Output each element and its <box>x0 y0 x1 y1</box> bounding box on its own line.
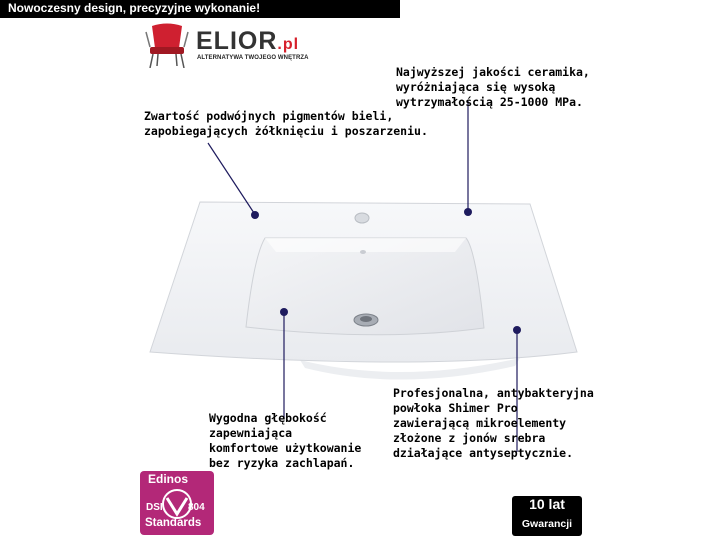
edinos-number: 804 <box>188 502 205 513</box>
warranty-years: 10 lat <box>529 496 565 512</box>
feature-note-depth: Wygodna głębokość zapewniająca komfortowe użytkowanie bez ryzyka zachlapań. <box>209 411 362 470</box>
edinos-standards-badge <box>140 471 214 535</box>
pigments-pointer-dot <box>251 211 259 219</box>
logo-tagline: ALTERNATYWA TWOJEGO WNĘTRZA <box>197 55 309 61</box>
coating-pointer-dot <box>513 326 521 334</box>
warranty-badge <box>512 496 582 536</box>
pigments-pointer-line <box>208 143 254 213</box>
edinos-standards: Standards <box>145 517 202 529</box>
ceramic-pointer-dot <box>464 208 472 216</box>
depth-pointer-dot <box>280 308 288 316</box>
logo-wordmark: ELIOR.pl <box>196 27 300 55</box>
warranty-label: Gwarancji <box>521 518 573 530</box>
banner-text: Nowoczesny design, precyzyjne wykonanie! <box>8 1 261 15</box>
feature-note-pigments: Zwartość podwójnych pigmentów bieli, zapobiegających żółknięciu i poszarzeniu. <box>144 109 428 138</box>
feature-note-coating: Profesjonalna, antybakteryjna powłoka Shimer Pro zawierającą mikroelementy złożone z jonów srebra działające antyseptycznie. <box>393 386 594 460</box>
feature-note-ceramic: Najwyższej jakości ceramika, wyróżniająca się wysoką wytrzymałością 25-1000 MPa. <box>396 65 590 109</box>
edinos-name: Edinos <box>148 472 189 486</box>
edinos-dsi: DSI <box>146 502 163 513</box>
